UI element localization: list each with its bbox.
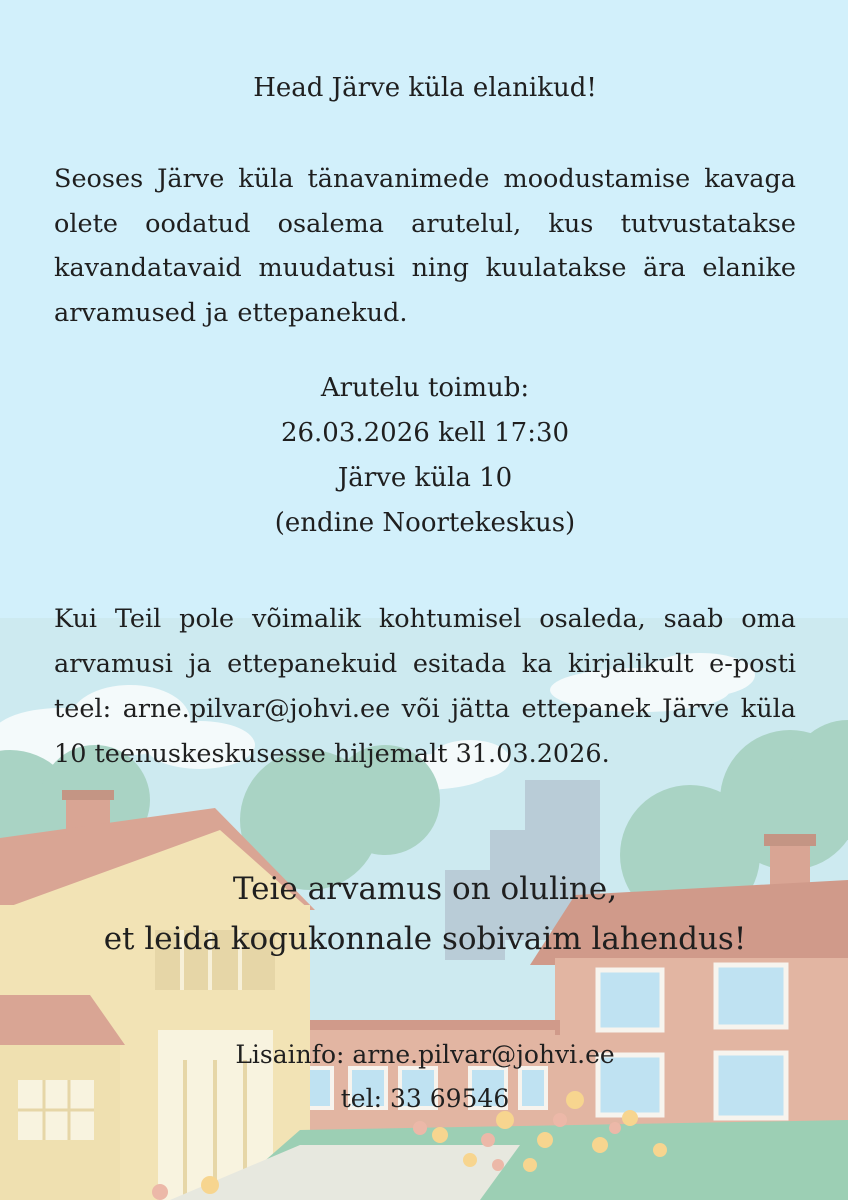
- event-datetime: 26.03.2026 kell 17:30: [280, 418, 570, 448]
- intro-paragraph: Seoses Järve küla tänavanimede moodustamise kavaga olete oodatud osalema arutelul, kus tutvustatakse kavandatavaid muudatusi ning kuulatakse ära elanike arvamused ja ettepanekud.: [54, 164, 796, 328]
- contact-email-line: Lisainfo: arne.pilvar@johvi.ee: [235, 1040, 615, 1069]
- event-address: Järve küla 10: [337, 463, 513, 493]
- slogan-line-1: Teie arvamus on oluline,: [232, 871, 618, 907]
- slogan: [54, 864, 796, 964]
- event-place-note: (endine Noortekeskus): [274, 508, 576, 538]
- slogan-line-2: et leida kogukonnale sobivaim lahendus!: [103, 921, 747, 957]
- event-details: [54, 366, 796, 546]
- written-feedback-paragraph: Kui Teil pole võimalik kohtumisel osaleda, saab oma arvamusi ja ettepanekuid esitada ka kirjalikult e-posti teel: arne.pilvar@johvi.ee või jätta ettepanek Järve küla 10 teenuskeskusesse hiljemalt 31.03.2026.: [54, 604, 796, 769]
- contact-info: [54, 1033, 796, 1121]
- greeting-heading: Head Järve küla elanikud!: [253, 73, 597, 103]
- event-heading: Arutelu toimub:: [320, 373, 530, 403]
- contact-phone-line: tel: 33 69546: [340, 1084, 510, 1113]
